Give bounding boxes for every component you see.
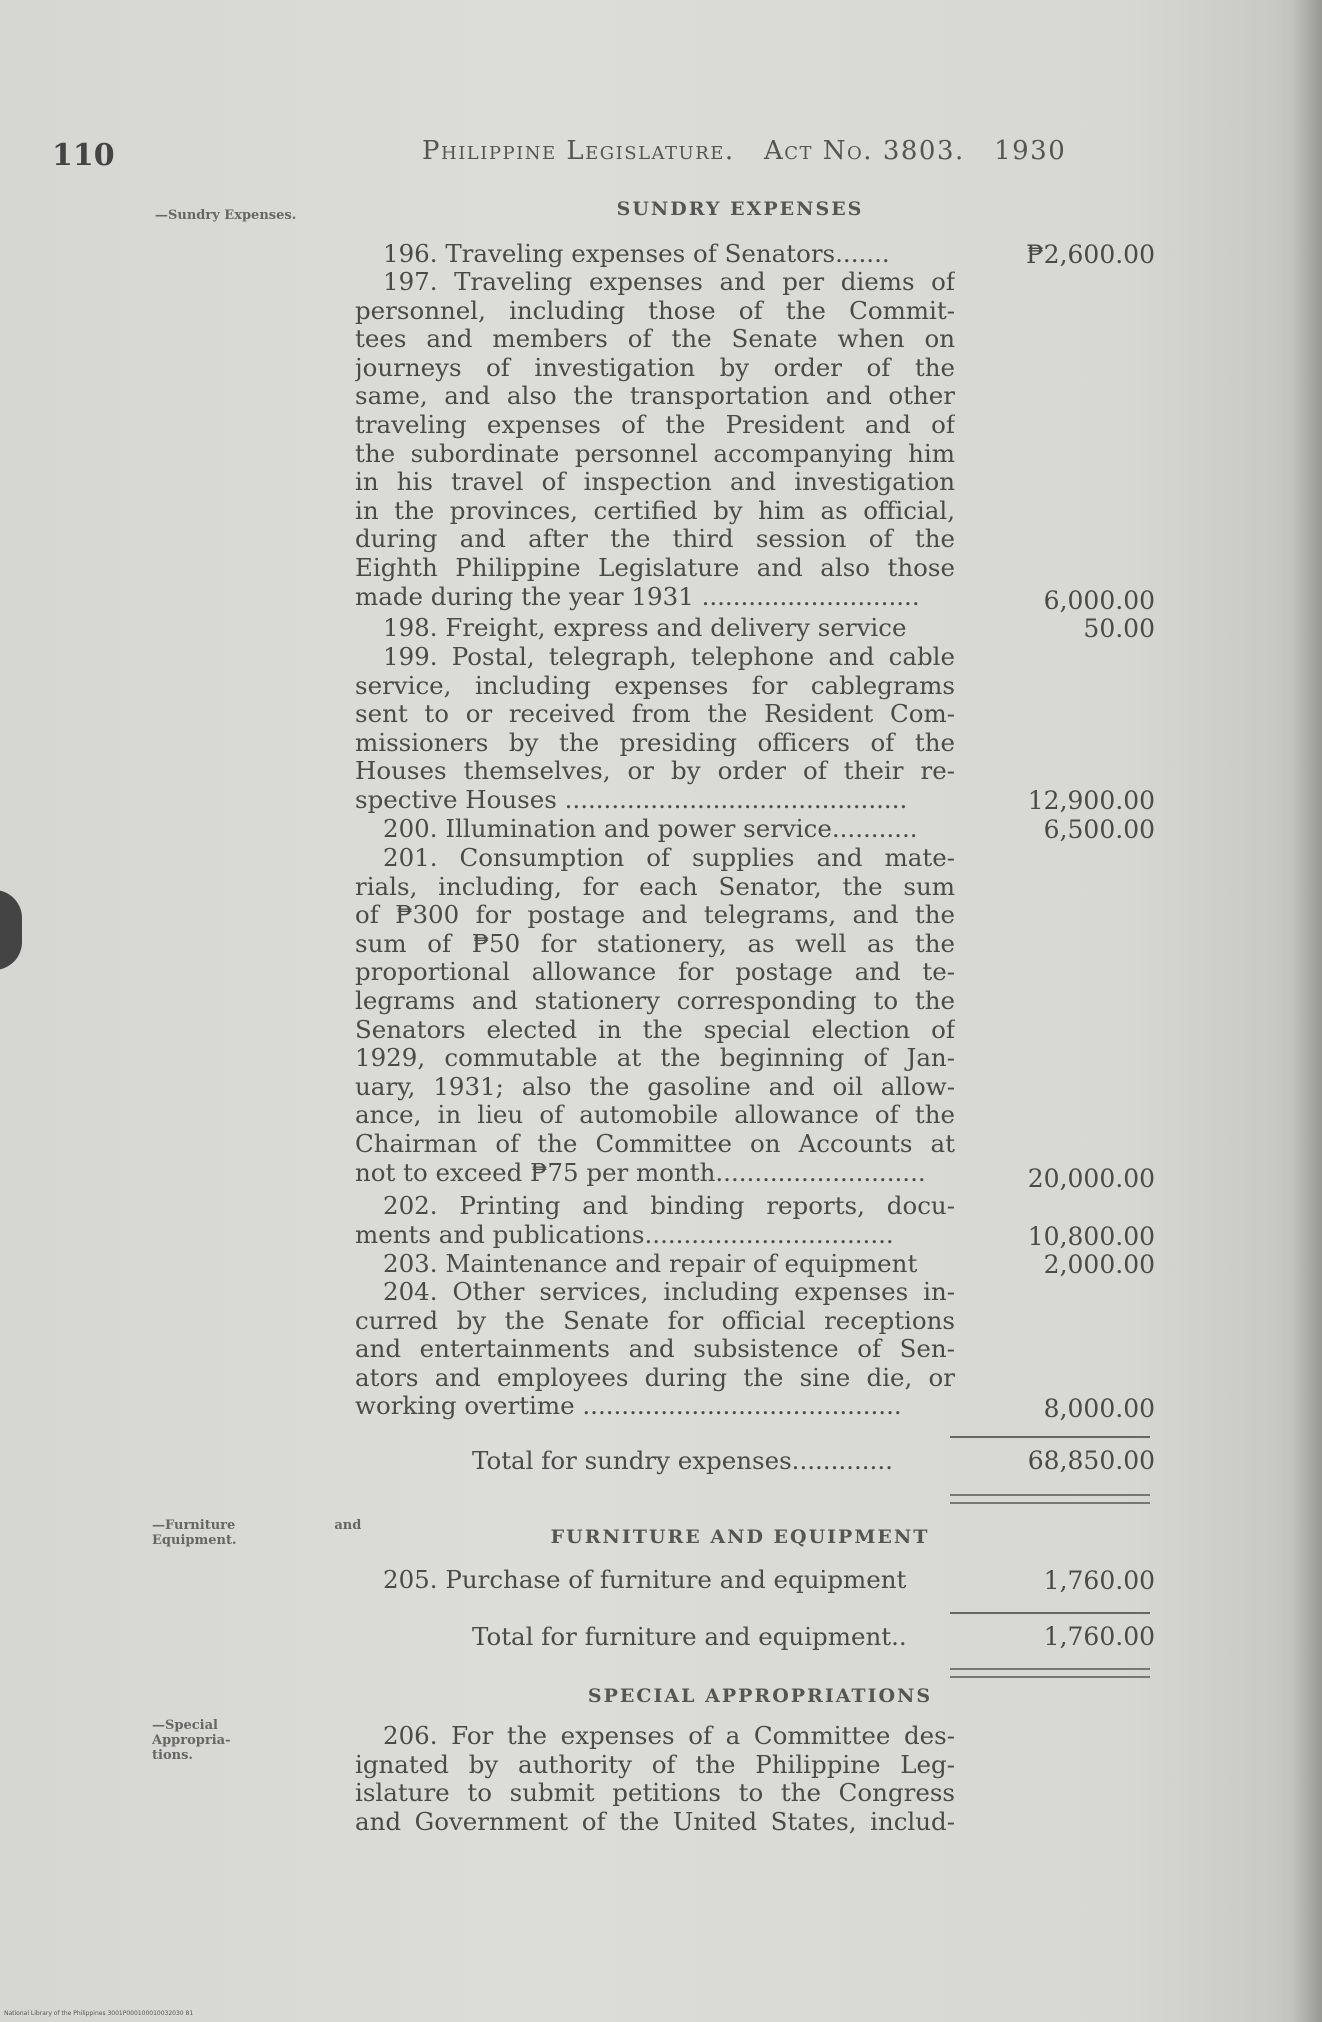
item-197-line: Eighth Philippine Legislature and also those	[355, 553, 955, 582]
item-204-line: curred by the Senate for official receptions	[355, 1306, 955, 1335]
item-205	[355, 1566, 955, 1595]
item-199	[355, 643, 955, 815]
item-197	[355, 268, 955, 611]
item-197-line: during and after the third session of the	[355, 525, 955, 554]
item-201-line: sum of ₱50 for stationery, as well as the	[355, 929, 955, 958]
page-number: 110	[52, 138, 115, 173]
item-204-line: ators and employees during the sine die, or	[355, 1363, 955, 1392]
running-head-year: 1930	[994, 136, 1067, 166]
total-sundry-label: Total for sundry expenses.............	[472, 1446, 893, 1475]
item-197-line: traveling expenses of the President and of	[355, 410, 955, 439]
item-201-line: legrams and stationery corresponding to the	[355, 986, 955, 1015]
item-200	[355, 815, 955, 844]
footer-credit: National Library of the Philippines 3001P000100010032030 81	[4, 2010, 194, 2017]
item-199-line: service, including expenses for cablegrams	[355, 671, 955, 700]
margin-note-special: —Special Appropria-tions.	[152, 1718, 231, 1763]
item-197-line: 197. Traveling expenses and per diems of	[383, 268, 955, 296]
item-197-line: personnel, including those of the Commit-	[355, 296, 955, 325]
margin-note-sundry: —Sundry Expenses.	[155, 208, 297, 223]
total-sundry-value: 68,850.00	[1027, 1446, 1155, 1475]
amount-204: 8,000.00	[1043, 1394, 1155, 1423]
item-201-line: uary, 1931; also the gasoline and oil allow-	[355, 1072, 955, 1101]
running-head-title: Philippine Legislature.	[422, 136, 735, 166]
item-202	[355, 1192, 955, 1249]
page-edge-shadow	[1292, 0, 1322, 2022]
amount-201: 20,000.00	[1027, 1164, 1155, 1193]
binding-clip-mark	[0, 890, 22, 970]
item-196	[355, 240, 955, 269]
item-204-line: and entertainments and subsistence of Sen-	[355, 1335, 955, 1364]
item-201	[355, 844, 955, 1187]
item-206	[355, 1722, 955, 1836]
item-201-line: 201. Consumption of supplies and mate-	[383, 844, 955, 872]
subtotal-rule	[950, 1612, 1150, 1614]
item-196-line: 196. Traveling expenses of Senators.......	[383, 240, 890, 268]
item-199-line: missioners by the presiding officers of the	[355, 728, 955, 757]
item-206-line: and Government of the United States, includ-	[355, 1807, 955, 1836]
item-201-line: 1929, commutable at the beginning of Jan-	[355, 1044, 955, 1073]
item-200-line: 200. Illumination and power service...........	[383, 815, 918, 843]
item-204-line: working overtime .........................................	[355, 1392, 902, 1421]
item-197-line: tees and members of the Senate when on	[355, 325, 955, 354]
item-197-line: made during the year 1931 ............................	[355, 582, 920, 611]
margin-note-furniture-line2: Equipment.	[152, 1533, 237, 1548]
amount-200: 6,500.00	[1043, 815, 1155, 844]
item-206-line: ignated by authority of the Philippine Leg-	[355, 1750, 955, 1779]
item-197-line: journeys of investigation by order of the	[355, 353, 955, 382]
item-197-line: in his travel of inspection and investigation	[355, 468, 955, 497]
section-heading-furniture: FURNITURE AND EQUIPMENT	[550, 1526, 930, 1548]
item-203-line: 203. Maintenance and repair of equipment	[383, 1250, 918, 1278]
amount-196: ₱2,600.00	[1026, 240, 1155, 269]
item-197-line: in the provinces, certified by him as official,	[355, 496, 955, 525]
item-197-line: the subordinate personnel accompanying him	[355, 439, 955, 468]
section-heading-special: SPECIAL APPROPRIATIONS	[587, 1685, 933, 1707]
total-furniture-label: Total for furniture and equipment..	[472, 1622, 907, 1651]
item-198-line: 198. Freight, express and delivery service	[383, 614, 907, 642]
margin-note-furniture-and: and	[334, 1518, 362, 1533]
item-202-line: 202. Printing and binding reports, docu-	[383, 1192, 955, 1220]
amount-202: 10,800.00	[1027, 1222, 1155, 1251]
item-197-line: same, and also the transportation and other	[355, 382, 955, 411]
item-199-line: Houses themselves, or by order of their re-	[355, 757, 955, 786]
amount-205: 1,760.00	[1043, 1566, 1155, 1595]
margin-note-furniture-line1: —Furniture	[152, 1518, 236, 1533]
amount-198: 50.00	[1083, 614, 1155, 643]
item-201-line: Chairman of the Committee on Accounts at	[355, 1129, 955, 1158]
total-double-rule	[950, 1494, 1150, 1504]
subtotal-rule	[950, 1436, 1150, 1438]
running-head	[422, 136, 1066, 166]
item-199-line: 199. Postal, telegraph, telephone and cable	[383, 643, 955, 671]
item-201-line: Senators elected in the special election of	[355, 1015, 955, 1044]
item-205-line: 205. Purchase of furniture and equipment	[383, 1566, 907, 1594]
running-head-act: Act No. 3803.	[763, 136, 965, 166]
item-204-line: 204. Other services, including expenses in-	[383, 1278, 955, 1306]
item-199-line: spective Houses ............................................	[355, 785, 908, 814]
item-201-line: of ₱300 for postage and telegrams, and the	[355, 901, 955, 930]
item-206-line: 206. For the expenses of a Committee des-	[383, 1722, 955, 1750]
amount-197: 6,000.00	[1043, 586, 1155, 615]
amount-203: 2,000.00	[1043, 1250, 1155, 1279]
item-204	[355, 1278, 955, 1421]
item-201-line: ance, in lieu of automobile allowance of the	[355, 1101, 955, 1130]
item-203	[355, 1250, 955, 1279]
section-heading-sundry: SUNDRY EXPENSES	[616, 198, 864, 220]
amount-199: 12,900.00	[1027, 786, 1155, 815]
item-201-line: rials, including, for each Senator, the sum	[355, 872, 955, 901]
item-206-line: islature to submit petitions to the Congress	[355, 1779, 955, 1808]
total-furniture-value: 1,760.00	[1043, 1622, 1155, 1651]
total-double-rule	[950, 1668, 1150, 1678]
item-201-line: not to exceed ₱75 per month...........................	[355, 1158, 926, 1187]
item-199-line: sent to or received from the Resident Com-	[355, 700, 955, 729]
item-201-line: proportional allowance for postage and te-	[355, 958, 955, 987]
item-198	[355, 614, 955, 643]
item-202-line: ments and publications................................	[355, 1220, 894, 1249]
margin-note-furniture	[152, 1518, 361, 1548]
